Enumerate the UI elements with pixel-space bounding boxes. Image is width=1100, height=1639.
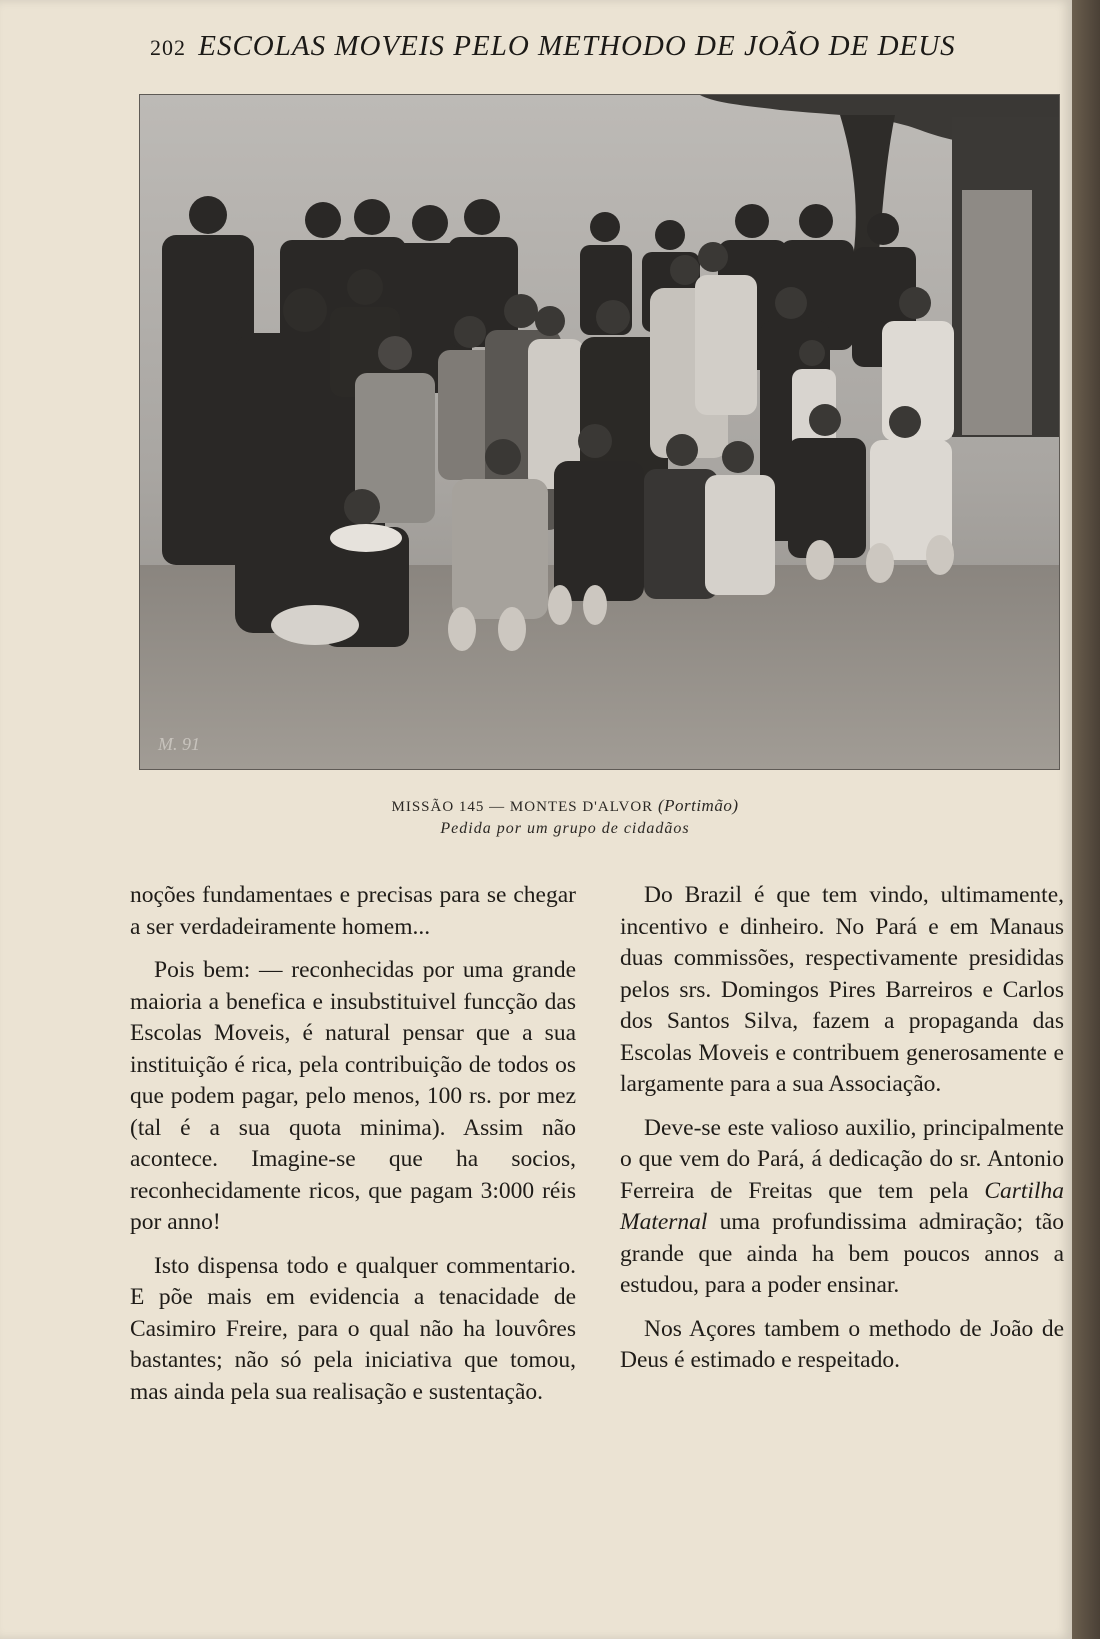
caption-place: (Portimão) — [657, 796, 739, 815]
paragraph-text: Deve-se este valioso auxilio, principalmente o que vem do Pará, á dedicação do sr. Antonio Ferreira de Freitas que tem pela — [620, 1114, 1064, 1204]
photo-signature: M. 91 — [158, 734, 200, 754]
running-title: ESCOLAS MOVEIS PELO METHODO DE JOÃO DE DEUS — [198, 30, 956, 62]
photo-subcaption: Pedida por um grupo de cidadãos — [440, 820, 690, 837]
photo-caption — [0, 796, 1100, 816]
page-number: 202 — [150, 35, 186, 60]
paragraph — [620, 1113, 1064, 1302]
group-photograph — [139, 94, 1060, 770]
paragraph: Nos Açores tambem o methodo de João de Deus é estimado e respeitado. — [620, 1315, 1064, 1373]
left-column — [130, 880, 576, 1420]
paragraph-text: uma profundissima admiração; tão grande que ainda ha bem poucos annos a estudou, para a poder ensinar. — [620, 1209, 1064, 1298]
paragraph: noções fundamentaes e precisas para se chegar a ser verdadeiramente homem... — [130, 882, 576, 940]
paragraph: Pois bem: — reconhecidas por uma grande maioria a benefica e insubstituivel funcção das Escolas Moveis, é natural pensar que a sua instituição é rica, pela contribuição de todos os que podem pagar, pelo menos, 100 rs. por mez (tal é a sua quota minima). Assim não acontece. Imagine-se que ha socios, reconhecidamente ricos, que pagam 3:000 réis por anno! — [130, 957, 576, 1235]
right-column — [620, 880, 1064, 1389]
paragraph: Do Brazil é que tem vindo, ultimamente, incentivo e dinheiro. No Pará e em Manaus duas commissões, respectivamente presididas pelos srs. Domingos Pires Barreiros e Carlos dos Santos Silva, fazem a propaganda das Escolas Moveis e contribuem generosamente e largamente para a sua Associação. — [620, 882, 1064, 1097]
running-header — [150, 30, 1010, 63]
caption-mission: MISSÃO 145 — MONTES D'ALVOR — [391, 799, 654, 815]
book-title: Cartilha Maternal — [620, 1177, 1064, 1235]
page-edge — [1072, 0, 1100, 1639]
paragraph: Isto dispensa todo e qualquer commentario. E põe mais em evidencia a tenacidade de Casimiro Freire, para o qual não ha louvôres bastantes; não só pela iniciativa que tomou, mas ainda pela sua realisação e sustentação. — [130, 1252, 576, 1405]
